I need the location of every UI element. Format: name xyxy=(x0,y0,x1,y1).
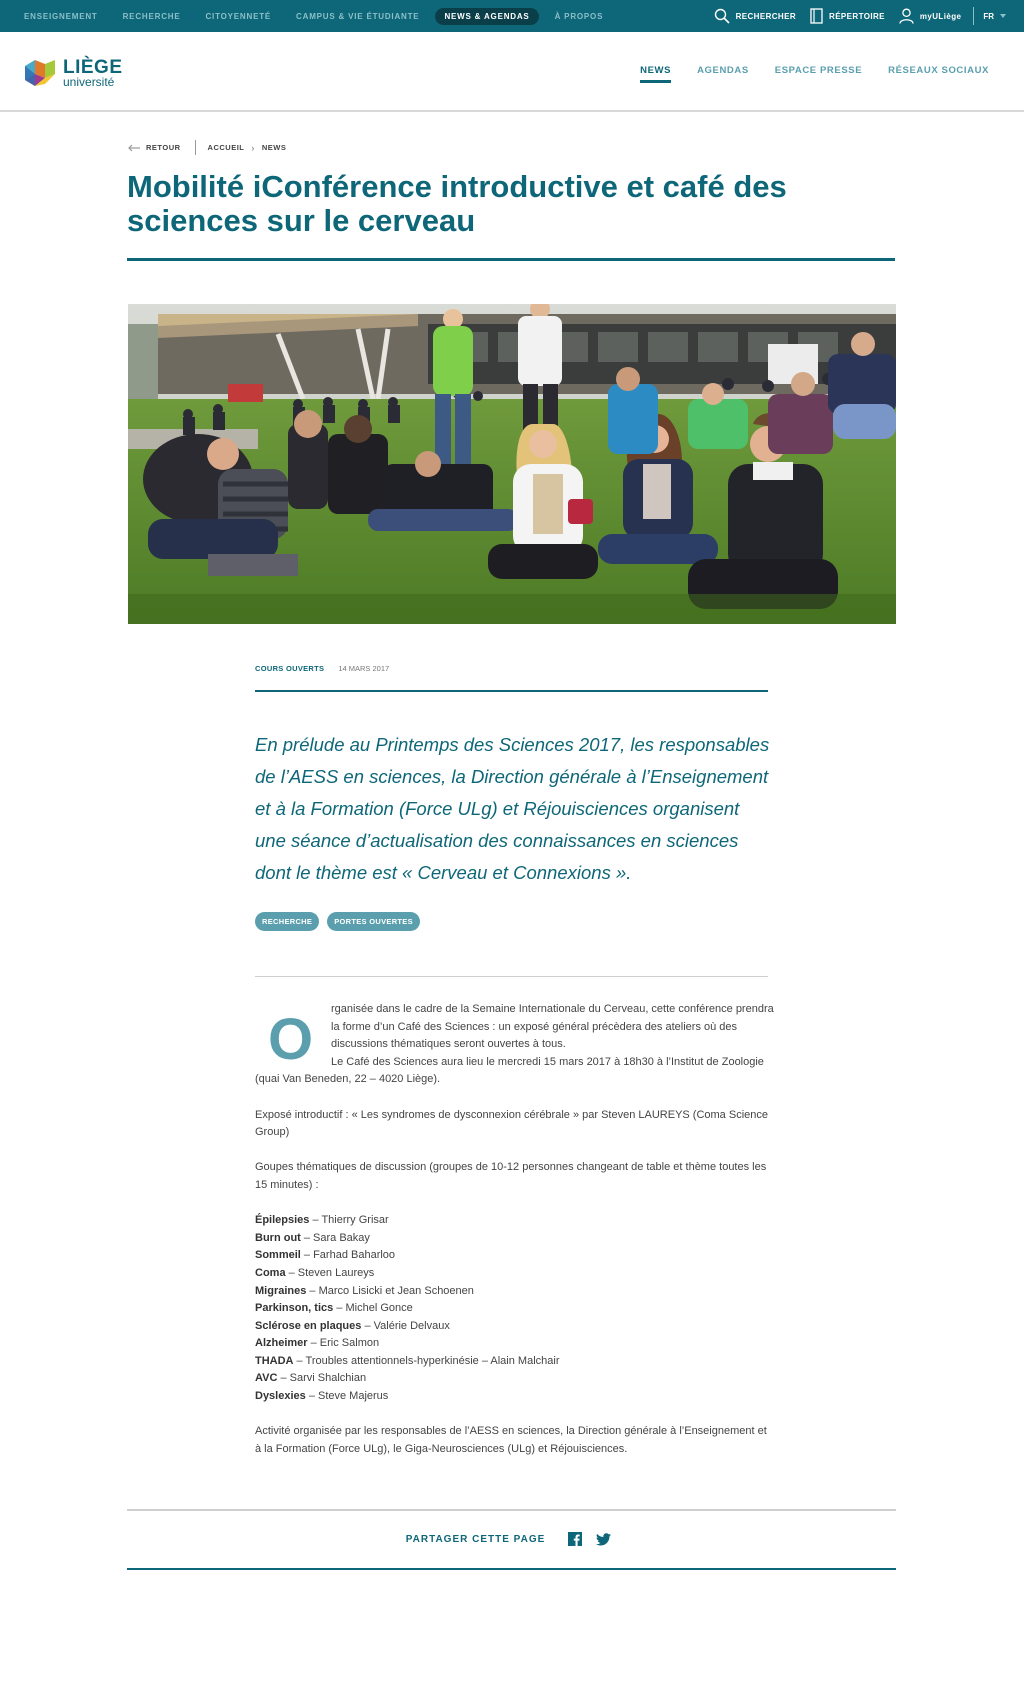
title-divider xyxy=(127,258,895,261)
group-people: – Thierry Grisar xyxy=(309,1214,389,1227)
hero-photo xyxy=(128,304,896,624)
group-topic: Sclérose en plaques xyxy=(255,1319,362,1332)
article-meta xyxy=(255,664,389,673)
directory-button[interactable] xyxy=(810,8,885,24)
group-topic: Burn out xyxy=(255,1231,301,1244)
list-item xyxy=(255,1300,775,1318)
breadcrumb-accueil[interactable]: ACCUEIL xyxy=(207,143,245,152)
drop-cap: O xyxy=(268,1007,314,1072)
group-topic: Dyslexies xyxy=(255,1390,306,1403)
group-people: – Michel Gonce xyxy=(333,1302,413,1315)
group-topic: Alzheimer xyxy=(255,1337,308,1350)
logo-line-1: LIÈGE xyxy=(63,57,123,78)
list-item xyxy=(255,1370,775,1388)
search-label: RECHERCHER xyxy=(735,11,797,21)
tag-list xyxy=(255,912,428,931)
logo-line-2: université xyxy=(63,75,115,89)
group-topic: Parkinson, tics xyxy=(255,1302,334,1315)
twitter-icon xyxy=(596,1533,611,1546)
top-nav-a-propos[interactable]: À PROPOS xyxy=(554,11,604,21)
divider xyxy=(973,7,974,25)
list-item xyxy=(255,1335,775,1353)
top-nav-campus[interactable]: CAMPUS & VIE ÉTUDIANTE xyxy=(296,11,420,21)
group-people: – Steve Majerus xyxy=(305,1390,389,1403)
nav-reseaux-sociaux[interactable]: RÉSEAUX SOCIAUX xyxy=(888,65,989,76)
closing-paragraph: Activité organisée par les responsables de l’AESS en sciences, la Direction générale à l’Enseignement et à la Formation (Force ULg), le Giga-Neurosciences (ULg) et Réjouisciences. xyxy=(255,1425,767,1455)
page-title: Mobilité iConférence introductive et café des sciences sur le cerveau xyxy=(127,169,787,238)
site-logo[interactable] xyxy=(23,56,123,90)
category-link[interactable]: COURS OUVERTS xyxy=(255,664,325,673)
share-top-divider xyxy=(127,1509,896,1511)
list-item xyxy=(255,1230,775,1248)
back-link[interactable] xyxy=(128,143,181,152)
intro-paragraph: rganisée dans le cadre de la Semaine Internationale du Cerveau, cette conférence prendra la forme d’un Café des Sciences : un exposé général précèdera des ateliers où des discussions thématiques seront ouvertes à tous. xyxy=(331,1003,774,1051)
facebook-icon xyxy=(568,1532,582,1546)
facebook-share-button[interactable] xyxy=(568,1532,582,1546)
user-icon xyxy=(899,8,914,24)
list-item xyxy=(255,1353,775,1371)
logo-wordmark xyxy=(63,58,123,88)
meta-divider xyxy=(255,690,768,692)
breadcrumb-news[interactable]: NEWS xyxy=(261,143,287,152)
account-label: myULiège xyxy=(919,11,962,21)
list-item xyxy=(255,1283,775,1301)
share-bar xyxy=(0,1532,1024,1546)
tag-portes-ouvertes[interactable]: PORTES OUVERTES xyxy=(327,912,420,931)
students-on-lawn-photo xyxy=(128,304,896,624)
university-logo-icon xyxy=(23,56,57,90)
group-topic: Coma xyxy=(255,1266,286,1279)
language-label: FR xyxy=(983,11,994,21)
account-button[interactable] xyxy=(899,8,961,24)
nav-news[interactable]: NEWS xyxy=(640,65,672,76)
top-tools xyxy=(700,7,1006,25)
arrow-left-icon xyxy=(128,144,140,152)
back-label: RETOUR xyxy=(146,143,181,152)
breadcrumb xyxy=(128,140,286,155)
group-topic: Migraines xyxy=(255,1284,307,1297)
twitter-share-button[interactable] xyxy=(596,1533,611,1546)
list-item xyxy=(255,1318,775,1336)
chevron-right-icon: › xyxy=(251,142,255,153)
breadcrumb-divider xyxy=(195,140,196,155)
group-topic: THADA xyxy=(255,1354,294,1367)
list-item xyxy=(255,1247,775,1265)
tag-recherche[interactable]: RECHERCHE xyxy=(255,912,319,931)
group-people: – Troubles attentionnels-hyperkinésie – Alain Malchair xyxy=(293,1354,560,1367)
group-topic: AVC xyxy=(255,1372,278,1385)
list-item xyxy=(255,1212,775,1230)
groups-intro-paragraph: Goupes thématiques de discussion (groupes de 10-12 personnes changeant de table et thème toutes les 15 minutes) : xyxy=(255,1161,767,1191)
main-nav xyxy=(614,65,989,76)
nav-agendas[interactable]: AGENDAS xyxy=(697,65,749,76)
group-people: – Sara Bakay xyxy=(300,1231,370,1244)
search-button[interactable] xyxy=(714,8,796,24)
group-people: – Sarvi Shalchian xyxy=(277,1372,367,1385)
chevron-down-icon xyxy=(1000,14,1006,18)
nav-espace-presse[interactable]: ESPACE PRESSE xyxy=(774,65,863,76)
group-people: – Eric Salmon xyxy=(307,1337,380,1350)
group-people: – Farhad Baharloo xyxy=(300,1249,396,1262)
top-nav-citoyennete[interactable]: CITOYENNETÉ xyxy=(205,11,272,21)
language-selector[interactable] xyxy=(983,12,1006,21)
article-body xyxy=(255,1001,775,1458)
share-bottom-divider xyxy=(127,1568,896,1570)
share-label: PARTAGER CETTE PAGE xyxy=(405,1533,546,1545)
list-item xyxy=(255,1265,775,1283)
group-topic: Sommeil xyxy=(255,1249,301,1262)
site-header xyxy=(0,32,1024,112)
book-icon xyxy=(810,8,823,24)
group-people: – Marco Lisicki et Jean Schoenen xyxy=(306,1284,474,1297)
group-topic: Épilepsies xyxy=(255,1214,310,1227)
directory-label: RÉPERTOIRE xyxy=(829,11,885,21)
list-item xyxy=(255,1388,775,1406)
top-nav-enseignement[interactable]: ENSEIGNEMENT xyxy=(24,11,98,21)
article-lead: En prélude au Printemps des Sciences 2017, les responsables de l’AESS en sciences, la Direction générale à l’Enseignement et à la Formation (Force ULg) et Réjouisciences organisent une séance d’actualisation des connaissances en sciences dont le thème est « Cerveau et Connexions ». xyxy=(255,734,770,883)
top-nav-recherche[interactable]: RECHERCHE xyxy=(122,11,181,21)
publish-date: 14 MARS 2017 xyxy=(338,664,390,673)
top-utility-bar xyxy=(0,0,1024,32)
group-people: – Valérie Delvaux xyxy=(361,1319,450,1332)
top-nav-news-agendas[interactable]: NEWS & AGENDAS xyxy=(435,8,538,25)
top-nav xyxy=(24,8,628,25)
venue-paragraph: Le Café des Sciences aura lieu le mercredi 15 mars 2017 à 18h30 à l’Institut de Zoologie (quai Van Beneden, 22 – 4020 Liège). xyxy=(255,1055,764,1086)
groups-list xyxy=(255,1212,775,1406)
body-divider xyxy=(255,976,768,977)
search-icon xyxy=(714,8,730,24)
group-people: – Steven Laureys xyxy=(285,1266,375,1279)
expose-paragraph: Exposé introductif : « Les syndromes de dysconnexion cérébrale » par Steven LAUREYS (Coma Science Group) xyxy=(255,1108,768,1139)
